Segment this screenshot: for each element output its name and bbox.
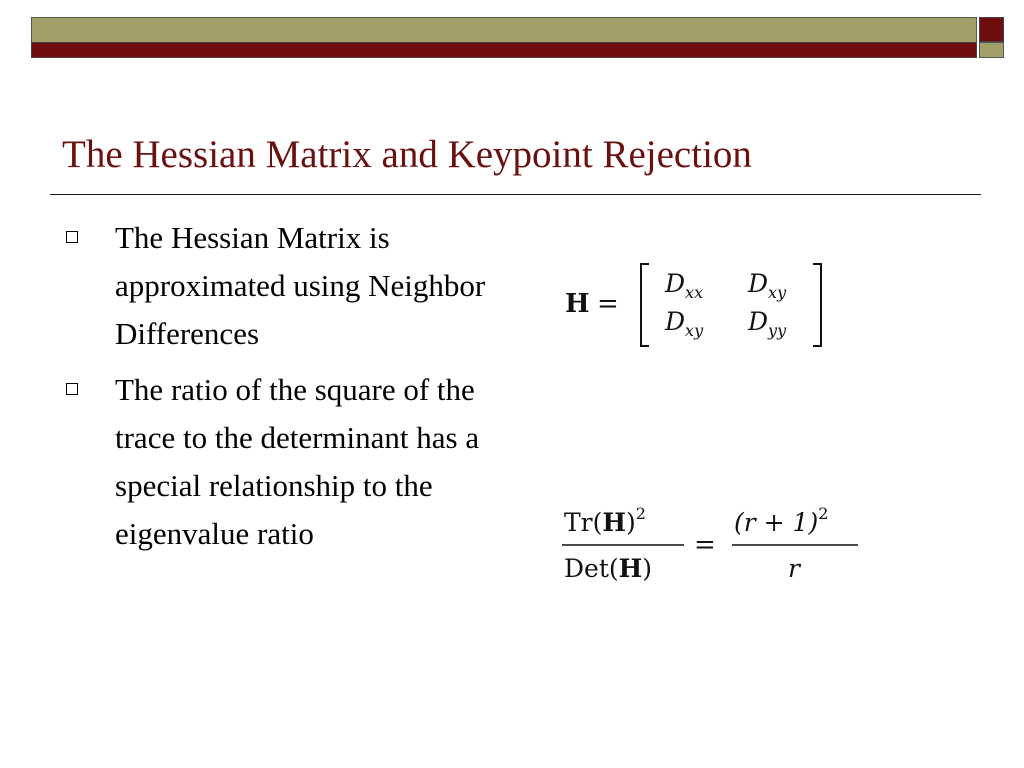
slide-title: The Hessian Matrix and Keypoint Rejection	[62, 133, 752, 176]
bullet-item	[62, 214, 502, 358]
matrix-entry-dxy-bottom: $D_{xy}$	[665, 307, 704, 340]
trace-numerator: $Tr(H)^2$	[564, 504, 646, 537]
matrix-entry-dxy-top: $D_{xy}$	[748, 269, 787, 302]
hessian-matrix-equation	[565, 258, 835, 353]
hollow-square-bullet-icon	[66, 231, 78, 243]
header-bar-maroon	[31, 42, 977, 58]
rhs-numerator: $(r + 1)^2$	[734, 504, 829, 537]
title-divider	[50, 194, 981, 195]
rhs-denominator: r	[788, 554, 800, 583]
equals-sign: =	[694, 530, 716, 560]
trace-determinant-ratio-equation	[560, 497, 865, 593]
bullet-text: The Hessian Matrix is approximated using Neighbor Differences	[115, 220, 486, 351]
bullet-text: The ratio of the square of the trace to the determinant has a special relationship to the eigenvalue ratio	[115, 372, 480, 551]
hollow-square-bullet-icon	[66, 383, 78, 395]
matrix-entry-dyy: $D_{yy}$	[748, 307, 787, 340]
bullet-list	[62, 214, 502, 566]
hessian-symbol: H	[565, 289, 590, 319]
header-bar-olive	[31, 17, 977, 43]
bullet-item	[62, 366, 502, 558]
header-square-olive	[979, 42, 1004, 58]
header-square-maroon	[979, 17, 1004, 42]
determinant-denominator: Det(H)	[564, 554, 653, 583]
matrix-entry-dxx: $D_{xx}$	[665, 269, 704, 302]
right-bracket	[813, 264, 821, 346]
left-bracket	[641, 264, 649, 346]
equals-sign: =	[597, 289, 619, 319]
